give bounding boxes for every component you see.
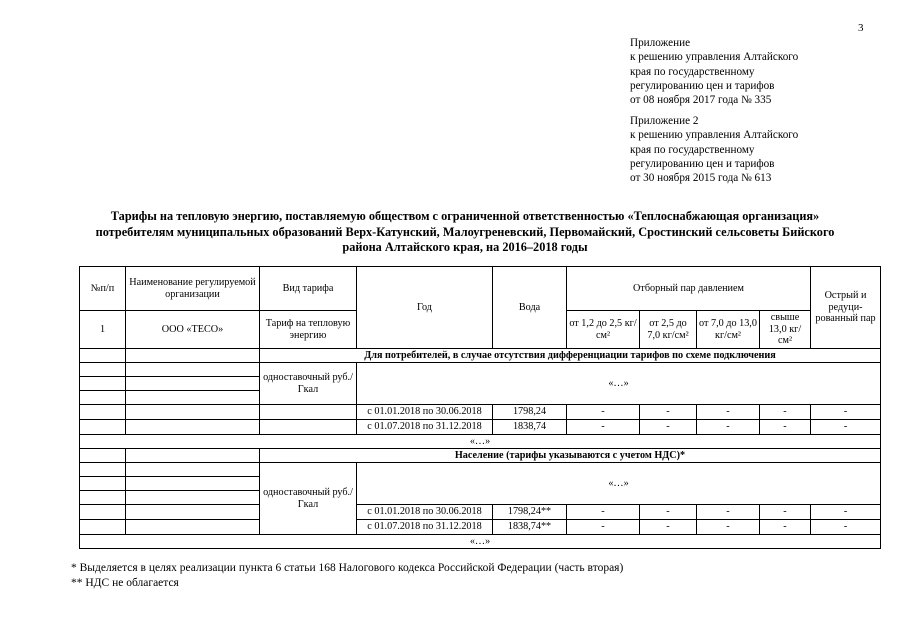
period-cell: с 01.01.2018 по 30.06.2018 xyxy=(357,405,493,420)
water-cell: 1798,24** xyxy=(493,505,567,520)
section-2-title-row xyxy=(80,449,881,463)
footnote: ** НДС не облагается xyxy=(71,577,179,589)
appendix-1-line: края по государственному xyxy=(630,65,755,78)
empty-cell xyxy=(260,405,357,420)
section-1-tariff-kind: одноставочный руб./Гкал xyxy=(260,363,357,405)
section-2-tariff-kind: одноставочный руб./Гкал xyxy=(260,463,357,535)
empty-cell xyxy=(126,505,260,520)
steam-1-cell: - xyxy=(567,505,640,520)
header-num: №п/п xyxy=(80,267,126,311)
header-steam-1: от 1,2 до 2,5 кг/см² xyxy=(567,311,640,349)
steam-2-cell: - xyxy=(640,405,697,420)
empty-cell xyxy=(80,363,126,377)
empty-cell xyxy=(126,477,260,491)
empty-cell xyxy=(126,349,260,363)
title-line: потребителям муниципальных образований Верх-Катунский, Малоугреневский, Первомайский, Сростинский сельсоветы Бийского xyxy=(95,224,835,239)
steam-3-cell: - xyxy=(697,505,760,520)
water-cell: 1798,24 xyxy=(493,405,567,420)
sharp-steam-cell: - xyxy=(811,405,881,420)
appendix-2-line: регулированию цен и тарифов xyxy=(630,157,775,170)
steam-4-cell: - xyxy=(760,520,811,535)
separator-row xyxy=(80,435,881,449)
appendix-2-line: от 30 ноября 2015 года № 613 xyxy=(630,172,772,185)
period-cell: с 01.07.2018 по 31.12.2018 xyxy=(357,420,493,435)
sharp-steam-cell: - xyxy=(811,420,881,435)
footnotes xyxy=(71,561,623,591)
appendix-2 xyxy=(630,114,798,185)
empty-cell xyxy=(80,505,126,520)
empty-cell xyxy=(126,363,260,377)
empty-cell xyxy=(80,520,126,535)
steam-4-cell: - xyxy=(760,420,811,435)
header-steam-4: свыше 13,0 кг/см² xyxy=(760,311,811,349)
empty-cell xyxy=(80,477,126,491)
org-row-tariff: Тариф на тепловую энергию xyxy=(260,311,357,349)
separator-ellipsis: «…» xyxy=(80,535,881,549)
appendix-1-line: Приложение xyxy=(630,37,691,49)
period-cell: с 01.01.2018 по 30.06.2018 xyxy=(357,505,493,520)
footnote: * Выделяется в целях реализации пункта 6 статьи 168 Налогового кодекса Российской Федерации (часть вторая) xyxy=(71,562,624,574)
period-cell: с 01.07.2018 по 31.12.2018 xyxy=(357,520,493,535)
empty-cell xyxy=(260,420,357,435)
page-number: 3 xyxy=(858,22,864,34)
steam-3-cell: - xyxy=(697,520,760,535)
section-1-kind-row xyxy=(80,363,881,377)
empty-cell xyxy=(126,405,260,420)
table-row xyxy=(80,405,881,420)
header-year: Год xyxy=(357,267,493,349)
empty-cell xyxy=(80,420,126,435)
header-steam: Отборный пар давлением xyxy=(567,267,811,311)
title-line: района Алтайского края, на 2016–2018 годы xyxy=(342,240,588,254)
appendix-2-line: края по государственному xyxy=(630,143,755,156)
section-1-ellipsis: «…» xyxy=(357,363,881,405)
sharp-steam-cell: - xyxy=(811,505,881,520)
header-water: Вода xyxy=(493,267,567,349)
steam-1-cell: - xyxy=(567,520,640,535)
appendix-1 xyxy=(630,36,798,107)
appendix-1-line: регулированию цен и тарифов xyxy=(630,79,775,92)
water-cell: 1838,74 xyxy=(493,420,567,435)
steam-3-cell: - xyxy=(697,420,760,435)
header-steam-3: от 7,0 до 13,0 кг/см² xyxy=(697,311,760,349)
empty-cell xyxy=(80,405,126,420)
empty-cell xyxy=(126,520,260,535)
document-title xyxy=(60,209,870,256)
empty-cell xyxy=(80,463,126,477)
steam-2-cell: - xyxy=(640,505,697,520)
empty-cell xyxy=(126,449,260,463)
appendix-1-line: от 08 ноября 2017 года № 335 xyxy=(630,94,772,107)
empty-cell xyxy=(126,463,260,477)
empty-cell xyxy=(80,491,126,505)
empty-cell xyxy=(126,377,260,391)
appendix-2-line: Приложение 2 xyxy=(630,115,699,127)
table-header-row xyxy=(80,267,881,311)
table-row xyxy=(80,520,881,535)
empty-cell xyxy=(80,349,126,363)
steam-2-cell: - xyxy=(640,420,697,435)
org-row-name: ООО «ТЕСО» xyxy=(126,311,260,349)
section-2-ellipsis: «…» xyxy=(357,463,881,505)
separator-row xyxy=(80,535,881,549)
empty-cell xyxy=(80,377,126,391)
appendix-2-line: к решению управления Алтайского xyxy=(630,129,799,142)
empty-cell xyxy=(126,391,260,405)
steam-4-cell: - xyxy=(760,505,811,520)
steam-1-cell: - xyxy=(567,420,640,435)
steam-2-cell: - xyxy=(640,520,697,535)
empty-cell xyxy=(80,391,126,405)
steam-4-cell: - xyxy=(760,405,811,420)
tariff-table xyxy=(79,266,881,549)
empty-cell xyxy=(126,491,260,505)
header-tariff-type: Вид тарифа xyxy=(260,267,357,311)
sharp-steam-cell: - xyxy=(811,520,881,535)
steam-3-cell: - xyxy=(697,405,760,420)
header-steam-2: от 2,5 до 7,0 кг/см² xyxy=(640,311,697,349)
section-1-title: Для потребителей, в случае отсутствия дифференциации тарифов по схеме подключения xyxy=(260,349,881,363)
appendix-1-line: к решению управления Алтайского xyxy=(630,51,799,64)
title-line: Тарифы на тепловую энергию, поставляемую обществом с ограниченной ответственностью «Теплоснабжающая организация» xyxy=(110,209,820,223)
section-1-title-row xyxy=(80,349,881,363)
empty-cell xyxy=(126,420,260,435)
steam-1-cell: - xyxy=(567,405,640,420)
empty-cell xyxy=(80,449,126,463)
table-row xyxy=(80,505,881,520)
table-row xyxy=(80,420,881,435)
water-cell: 1838,74** xyxy=(493,520,567,535)
section-2-kind-row xyxy=(80,463,881,477)
separator-ellipsis: «…» xyxy=(80,435,881,449)
header-sharp-steam: Острый и редуци-рованный пар xyxy=(811,267,881,349)
section-2-title: Население (тарифы указываются с учетом НДС)* xyxy=(260,449,881,463)
org-row-num: 1 xyxy=(80,311,126,349)
header-org: Наименование регулируемой организации xyxy=(126,267,260,311)
